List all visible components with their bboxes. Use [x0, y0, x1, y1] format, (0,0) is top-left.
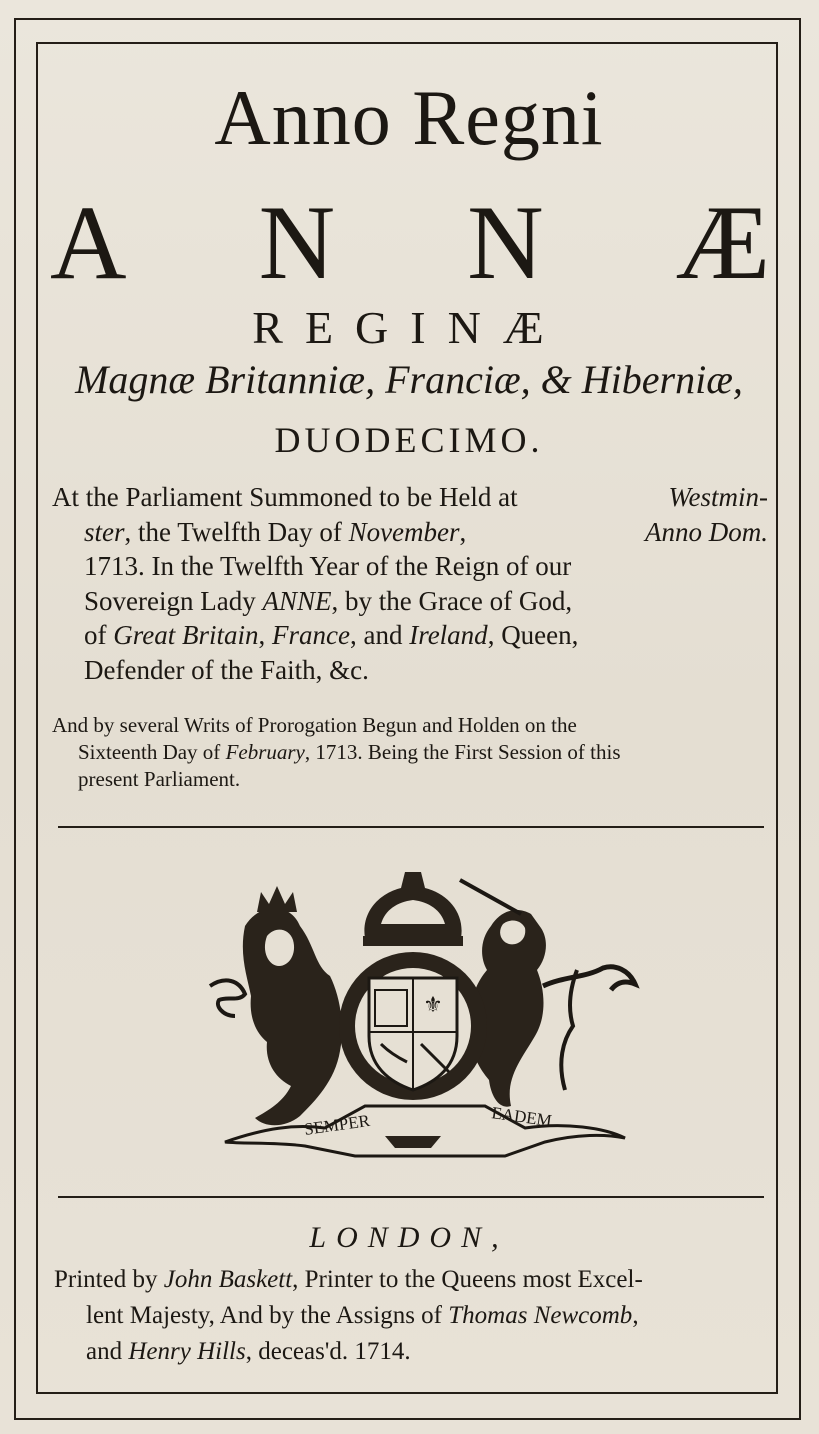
divider-rule-top	[58, 826, 764, 828]
title-anno-regni: Anno Regni	[214, 74, 604, 161]
title-annae-letter: N	[467, 184, 544, 301]
divider-rule-bottom	[58, 1196, 764, 1198]
parliament-paragraph	[52, 480, 768, 688]
title-annae-letter: Æ	[675, 184, 770, 301]
motto-left: SEMPER	[302, 1110, 372, 1139]
paragraph-line: present Parliament.	[78, 767, 241, 791]
paragraph-line: Sovereign Lady ANNE, by the Grace of God,	[84, 585, 573, 616]
title-annae	[50, 178, 770, 308]
imprint-line: and Henry Hills, deceas'd. 1714.	[86, 1338, 411, 1365]
paragraph-line: ster, the Twelfth Day of November, Anno Dom.	[84, 516, 768, 547]
paragraph-line: of Great Britain, France, and Ireland, Queen,	[84, 620, 579, 651]
paragraph-line: And by several Writs of Prorogation Begun and Holden on the	[52, 713, 577, 737]
imprint-line: Printed by John Baskett, Printer to the Queens most Excel-	[54, 1266, 643, 1293]
imprint-line: lent Majesty, And by the Assigns of Thomas Newcomb,	[86, 1302, 639, 1329]
paragraph-line: Defender of the Faith, &c.	[84, 654, 369, 685]
svg-text:⚜: ⚜	[423, 993, 443, 1018]
royal-coat-of-arms-icon	[205, 866, 640, 1161]
printer-imprint	[54, 1262, 770, 1370]
title-realms: Magnæ Britanniæ, Franciæ, & Hiberniæ,	[75, 357, 743, 402]
prorogation-paragraph	[52, 712, 768, 793]
paragraph-line: Sixteenth Day of February, 1713. Being the First Session of this	[78, 740, 621, 764]
paragraph-line: 1713. In the Twelfth Year of the Reign of our	[84, 551, 572, 582]
title-duodecimo: DUODECIMO.	[274, 420, 544, 460]
title-annae-letter: N	[258, 184, 336, 301]
title-reginae: REGINÆ	[252, 302, 566, 353]
motto-right: EADEM	[490, 1103, 553, 1131]
title-annae-letter: A	[50, 184, 127, 301]
paragraph-line: At the Parliament Summoned to be Held at Westmin-	[52, 482, 768, 512]
imprint-city: LONDON,	[309, 1221, 509, 1254]
